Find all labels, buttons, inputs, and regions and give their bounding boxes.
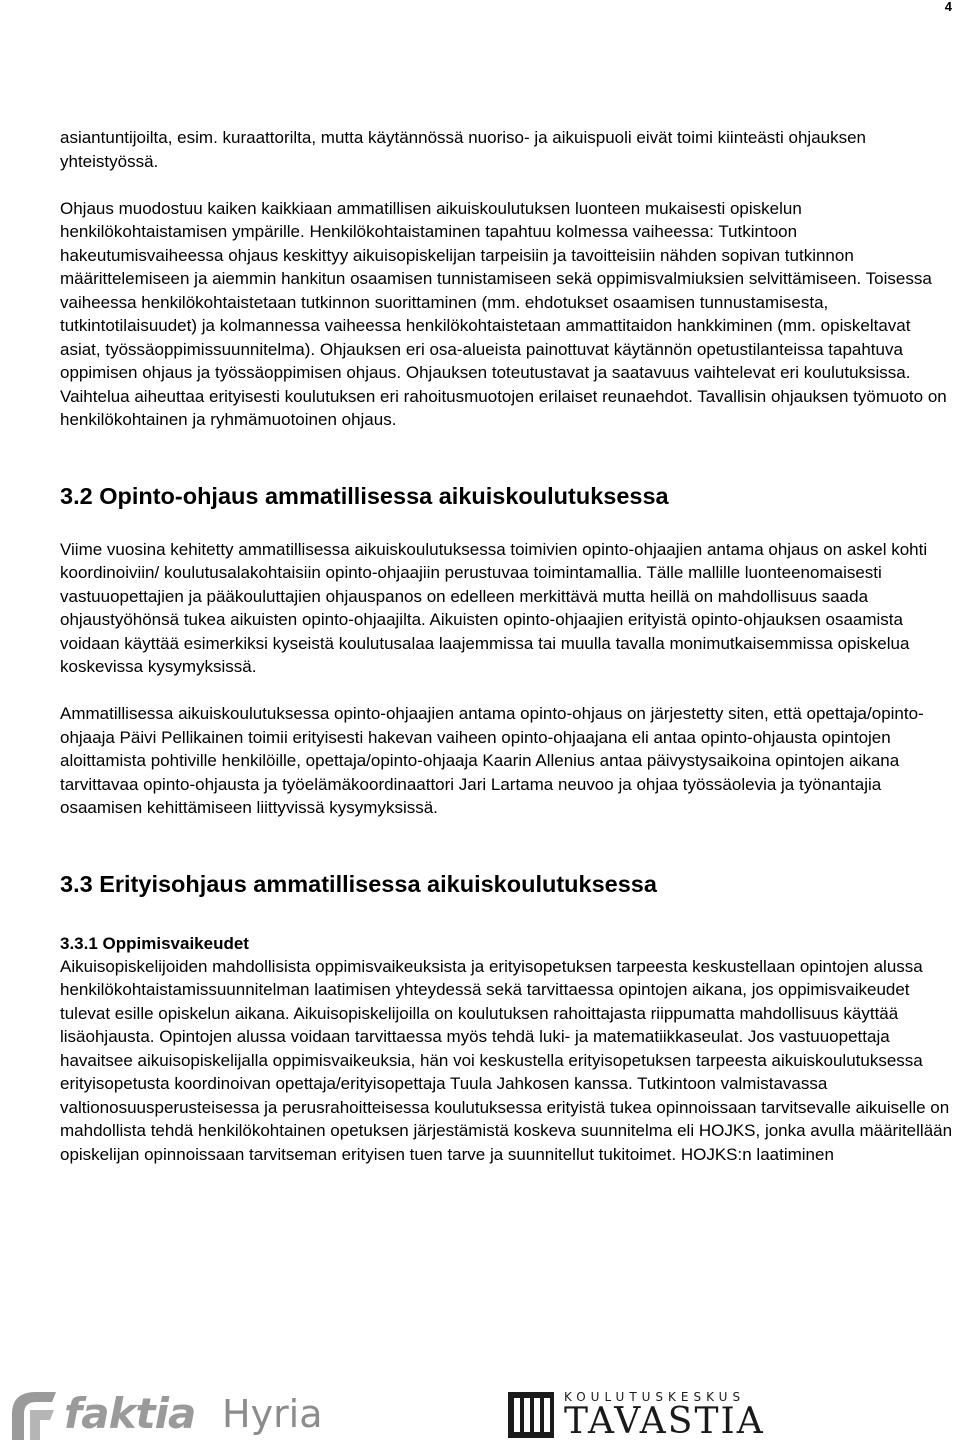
paragraph-3-3-1: Aikuisopiskelijoiden mahdollisista oppimisvaikeuksista ja erityisopetuksen tarpeesta keskustellaan opintojen alussa henkilökohtaistamissuunnitelman laatimisen yhteydessä sekä tarvittaessa opintojen aikana, jos oppimisvaikeudet tulevat esille opiskelun aikana. Aikuisopiskelijoilla on koulutuksen rahoittajasta riippumatta mahdollisuus käyttää lisäohjausta. Opintojen alussa voidaan tarvittaessa myös tehdä luki- ja matematiikkaseulat. Jos vastuuopettaja havaitsee aikuisopiskelijalla oppimisvaikeuksia, hän voi keskustella erityisopetuksen tarpeesta aikuiskoulutuksessa erityisopetusta koordinoivan opettaja/erityisopettaja Tuula Jahkosen kanssa. Tutkintoon valmistavassa valtionosuusperusteisessa ja perusrahoitteisessa koulutuksessa erityistä tukea opinnoissaan tarvitsevalle aikuiselle on mahdollista tehdä henkilökohtainen opetuksen järjestämistä koskeva suunnitelma eli HOJKS, jonka avulla määritellään opiskelijan opinnoissaan tarvitseman erityisen tuen tarve ja suunnitellut tukitoimet. HOJKS:n laatiminen bbox=[60, 956, 953, 1164]
faktia-logo bbox=[4, 1384, 204, 1444]
page-number: 4 bbox=[944, 0, 952, 14]
faktia-wordmark: faktia bbox=[64, 1389, 196, 1438]
faktia-mark-icon bbox=[4, 1384, 64, 1444]
paragraph-3-2-1: Viime vuosina kehitetty ammatillisessa aikuiskoulutuksessa toimivien opinto-ohjaajien antama ohjaus on askel kohti koordinoiviin/ koulutusalakohtaisiin opinto-ohjaajiin perustuvaa toimintamallia. Tälle mallille luonteenomaisesti vastuuopettajien ja pääkouluttajien ohjauspanos on edelleen merkittävä mutta heillä on mahdollisuus saada ohjaustyöhönsä tukea aikuisten opinto-ohjaajilta. Aikuisten opinto-ohjaajien erityistä opinto-ohjauksen osaamista voidaan käyttää esimerkiksi kyseistä koulutusalaa laajemmissa tai muulla tavalla monimutkaisemmissa opiskelua koskevissa kysymyksissä. bbox=[60, 539, 928, 676]
hyria-wordmark: Hyria bbox=[222, 1392, 323, 1436]
footer-logos bbox=[0, 1380, 960, 1444]
tavastia-mark-icon bbox=[506, 1388, 558, 1440]
tavastia-logo bbox=[506, 1388, 796, 1444]
subsection-heading-3-3-1: 3.3.1 Oppimisvaikeudet bbox=[60, 933, 249, 953]
hyria-logo bbox=[222, 1388, 342, 1444]
section-heading-3-3: 3.3 Erityisohjaus ammatillisessa aikuiskoulutuksessa bbox=[60, 870, 657, 897]
document-body bbox=[60, 126, 955, 1166]
paragraph-intro-2: Ohjaus muodostuu kaiken kaikkiaan ammatillisen aikuiskoulutuksen luonteen mukaisesti opiskelun henkilökohtaistamisen ympärille. Henkilökohtaistaminen tapahtuu kolmessa vaiheessa: Tutkintoon hakeutumisvaiheessa ohjaus keskittyy aikuisopiskelijan tarpeisiin ja tavoitteisiin nähden sopivan tutkinnon määrittelemiseen ja aiemmin hankitun osaamisen tunnistamiseen sekä oppimisvalmiuksien selvittämiseen. Toisessa vaiheessa henkilökohtaistetaan tutkinnon suorittaminen (mm. ehdotukset osaamisen tunnustamisesta, tutkintotilaisuudet) ja kolmannessa vaiheessa henkilökohtaistetaan ammattitaidon hankkiminen (mm. opiskeltavat asiat, työssäoppimissuunnitelma). Ohjauksen eri osa-alueista painottuvat käytännön opetustilanteissa tapahtuva oppimisen ohjaus ja työssäoppimisen ohjaus. Ohjauksen toteutustavat ja saatavuus vaihtelevat eri koulutuksissa. Vaihtelua aiheuttaa erityisesti koulutuksen eri rahoitusmuotojen erilaiset reunaehdot. Tavallisin ohjauksen työmuoto on henkilökohtainen ja ryhmämuotoinen ohjaus. bbox=[60, 198, 947, 429]
paragraph-3-2-2: Ammatillisessa aikuiskoulutuksessa opinto-ohjaajien antama opinto-ohjaus on järjestetty siten, että opettaja/opinto-ohjaaja Päivi Pellikainen toimii erityisesti hakevan vaiheen opinto-ohjaajana eli antaa opinto-ohjausta opintojen aloittamista pohtiville henkilöille, opettaja/opinto-ohjaaja Kaarin Allenius antaa päivystysaikoina opintojen aikana tarvittavaa opinto-ohjausta ja työelämäkoordinaattori Jari Lartama neuvoo ja ohjaa työssäolevia ja työnantajia osaamisen kehittämiseen liittyvissä kysymyksissä. bbox=[60, 704, 924, 817]
tavastia-wordmark: TAVASTIA bbox=[564, 1401, 765, 1442]
tavastia-subtitle: KOULUTUSKESKUS bbox=[564, 1390, 746, 1404]
paragraph-intro-1: asiantuntijoilta, esim. kuraattorilta, mutta käytännössä nuoriso- ja aikuispuoli eivät toimi kiinteästi ohjauksen yhteistyössä. bbox=[60, 128, 867, 171]
section-heading-3-2: 3.2 Opinto-ohjaus ammatillisessa aikuiskoulutuksessa bbox=[60, 482, 669, 509]
